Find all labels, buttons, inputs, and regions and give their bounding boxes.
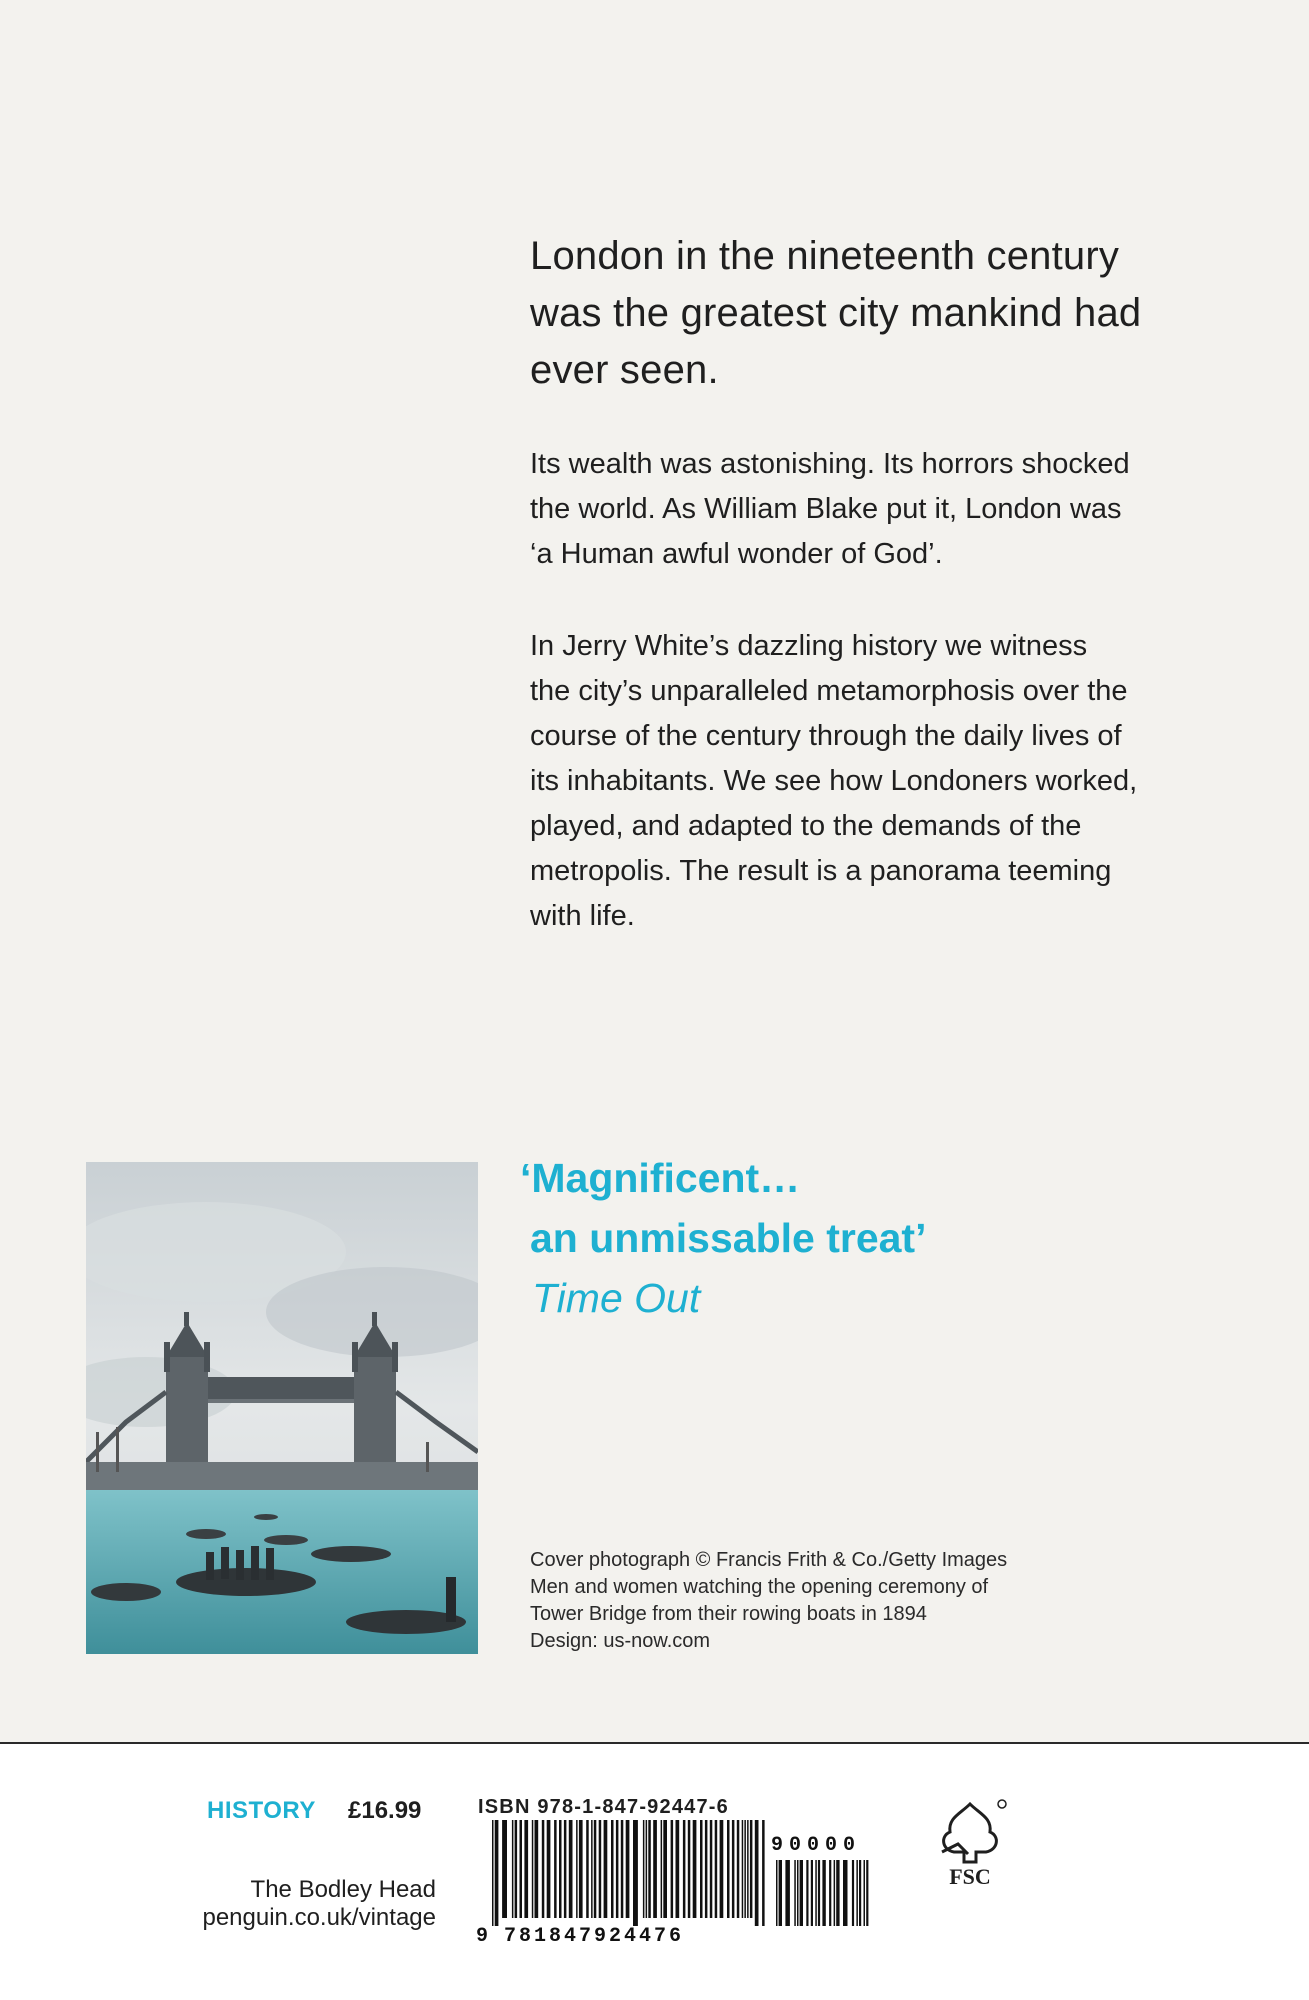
paragraph-line: the city’s unparalleled metamorphosis over the — [530, 675, 1128, 707]
credit-line: Tower Bridge from their rowing boats in 1894 — [530, 1603, 927, 1625]
barcode-digits: 781847924476 — [504, 1925, 685, 1948]
barcode-bar — [646, 1820, 648, 1918]
footer-divider — [0, 1742, 1309, 1744]
fsc-label: FSC — [949, 1864, 991, 1888]
barcode-bar — [569, 1820, 573, 1918]
paragraph-line: course of the century through the daily lives of — [530, 720, 1122, 752]
fsc-logo — [930, 1796, 1010, 1888]
barcode-bar — [818, 1860, 820, 1926]
paragraph-line: Its wealth was astonishing. Its horrors shocked — [530, 448, 1130, 480]
barcode-bar — [502, 1820, 507, 1918]
barcode-bar — [852, 1860, 854, 1926]
lede-line: London in the nineteenth century — [530, 234, 1120, 278]
lede-line: ever seen. — [530, 348, 719, 392]
publisher-website: penguin.co.uk/vintage — [202, 1904, 436, 1931]
barcode-bar — [594, 1820, 597, 1918]
barcode-bar — [633, 1820, 638, 1926]
paragraph-line: with life. — [530, 900, 635, 932]
barcode-bar — [683, 1820, 686, 1918]
barcode-bar — [815, 1860, 817, 1926]
barcode-bar — [834, 1860, 836, 1926]
publisher-name: The Bodley Head — [250, 1876, 436, 1903]
cover-credits — [530, 1547, 1090, 1655]
barcode-bar — [604, 1820, 608, 1918]
barcode-bar — [554, 1820, 557, 1918]
isbn-label: ISBN 978-1-847-92447-6 — [478, 1796, 729, 1818]
barcode-bar — [661, 1820, 663, 1918]
barcode-bar — [576, 1820, 578, 1918]
paragraph-line: ‘a Human awful wonder of God’. — [530, 538, 943, 570]
credit-line: Men and women watching the opening ceremony of — [530, 1576, 989, 1598]
barcode-bar — [785, 1860, 790, 1926]
barcode-bar — [710, 1820, 713, 1918]
barcode-bar — [822, 1860, 825, 1926]
price-label: £16.99 — [348, 1797, 422, 1824]
barcode-bar — [547, 1820, 551, 1918]
barcode-bar — [742, 1820, 744, 1918]
barcode-bar — [700, 1820, 703, 1918]
barcode-bar — [492, 1820, 494, 1926]
barcode-bar — [524, 1820, 528, 1918]
barcode-bar — [794, 1860, 796, 1926]
barcode-bar — [720, 1820, 724, 1918]
barcode-bar — [671, 1820, 674, 1918]
barcode-bar — [859, 1860, 861, 1926]
barcode-bar — [829, 1860, 831, 1926]
quote-source: Time Out — [532, 1275, 701, 1321]
barcode-bar — [779, 1860, 782, 1926]
lede-line: was the greatest city mankind had — [530, 291, 1142, 335]
quote-line: an unmissable treat’ — [530, 1215, 927, 1261]
genre-label: HISTORY — [207, 1797, 316, 1824]
barcode-bar — [599, 1820, 602, 1918]
barcode-bar — [512, 1820, 514, 1918]
barcode-bar — [688, 1820, 691, 1918]
barcode-bar — [762, 1820, 765, 1926]
barcode-bar — [737, 1820, 740, 1918]
barcode-bar — [591, 1820, 593, 1918]
paragraph-line: metropolis. The result is a panorama teeming — [530, 855, 1112, 887]
barcode-bar — [542, 1820, 545, 1918]
barcode-bar — [520, 1820, 523, 1918]
barcode-bar — [495, 1820, 499, 1926]
barcode-bar — [586, 1820, 589, 1918]
barcode-bar — [559, 1820, 562, 1918]
barcode-bar — [747, 1820, 749, 1918]
barcode-bar — [864, 1860, 866, 1926]
barcode-first-digit: 9 — [476, 1925, 489, 1948]
barcode-bar — [532, 1820, 534, 1918]
publisher-info — [150, 1876, 436, 1932]
barcode-bar — [797, 1860, 799, 1926]
barcode-bar — [693, 1820, 697, 1918]
barcode-bar — [579, 1820, 583, 1918]
barcode-bar — [806, 1860, 808, 1926]
barcode-bar — [856, 1860, 858, 1926]
barcode-bar — [843, 1860, 848, 1926]
credit-line: Cover photograph © Francis Frith & Co./Getty Images — [530, 1549, 1008, 1571]
review-quote — [520, 1148, 1080, 1328]
blurb-lede — [530, 228, 1170, 399]
barcode-bar — [727, 1820, 730, 1918]
barcode-bar — [663, 1820, 667, 1918]
barcode-bar — [611, 1820, 614, 1918]
barcode-bar — [776, 1860, 778, 1926]
credit-line: Design: us-now.com — [530, 1630, 711, 1652]
barcode-bar — [653, 1820, 657, 1918]
barcode-bar — [755, 1820, 759, 1926]
barcode-bar — [564, 1820, 567, 1918]
quote-line: ‘Magnificent… — [520, 1155, 801, 1201]
barcode-bar — [750, 1820, 753, 1918]
paragraph-line: the world. As William Blake put it, London was — [530, 493, 1122, 525]
barcode — [468, 1818, 888, 1948]
barcode-bar — [643, 1820, 645, 1918]
barcode-bar — [800, 1860, 803, 1926]
barcode-bar — [866, 1860, 868, 1926]
paragraph-line: played, and adapted to the demands of the — [530, 810, 1082, 842]
barcode-bar — [705, 1820, 708, 1918]
barcode-bar — [732, 1820, 735, 1918]
paragraph-line: In Jerry White’s dazzling history we witness — [530, 630, 1088, 662]
barcode-bar — [535, 1820, 539, 1918]
barcode-bar — [515, 1820, 518, 1918]
barcode-bar — [811, 1860, 813, 1926]
blurb-paragraph-2 — [530, 624, 1180, 939]
barcode-addon-digits: 90000 — [771, 1834, 862, 1857]
paragraph-line: its inhabitants. We see how Londoners worked, — [530, 765, 1138, 797]
barcode-bar — [744, 1820, 746, 1918]
blurb-paragraph-1 — [530, 442, 1180, 577]
barcode-bar — [836, 1860, 839, 1926]
barcode-bar — [616, 1820, 619, 1918]
barcode-bar — [676, 1820, 680, 1918]
tower-bridge-photo — [86, 1162, 478, 1654]
barcode-bar — [626, 1820, 630, 1918]
barcode-bar — [648, 1820, 651, 1918]
barcode-bar — [621, 1820, 624, 1918]
barcode-bar — [715, 1820, 718, 1918]
